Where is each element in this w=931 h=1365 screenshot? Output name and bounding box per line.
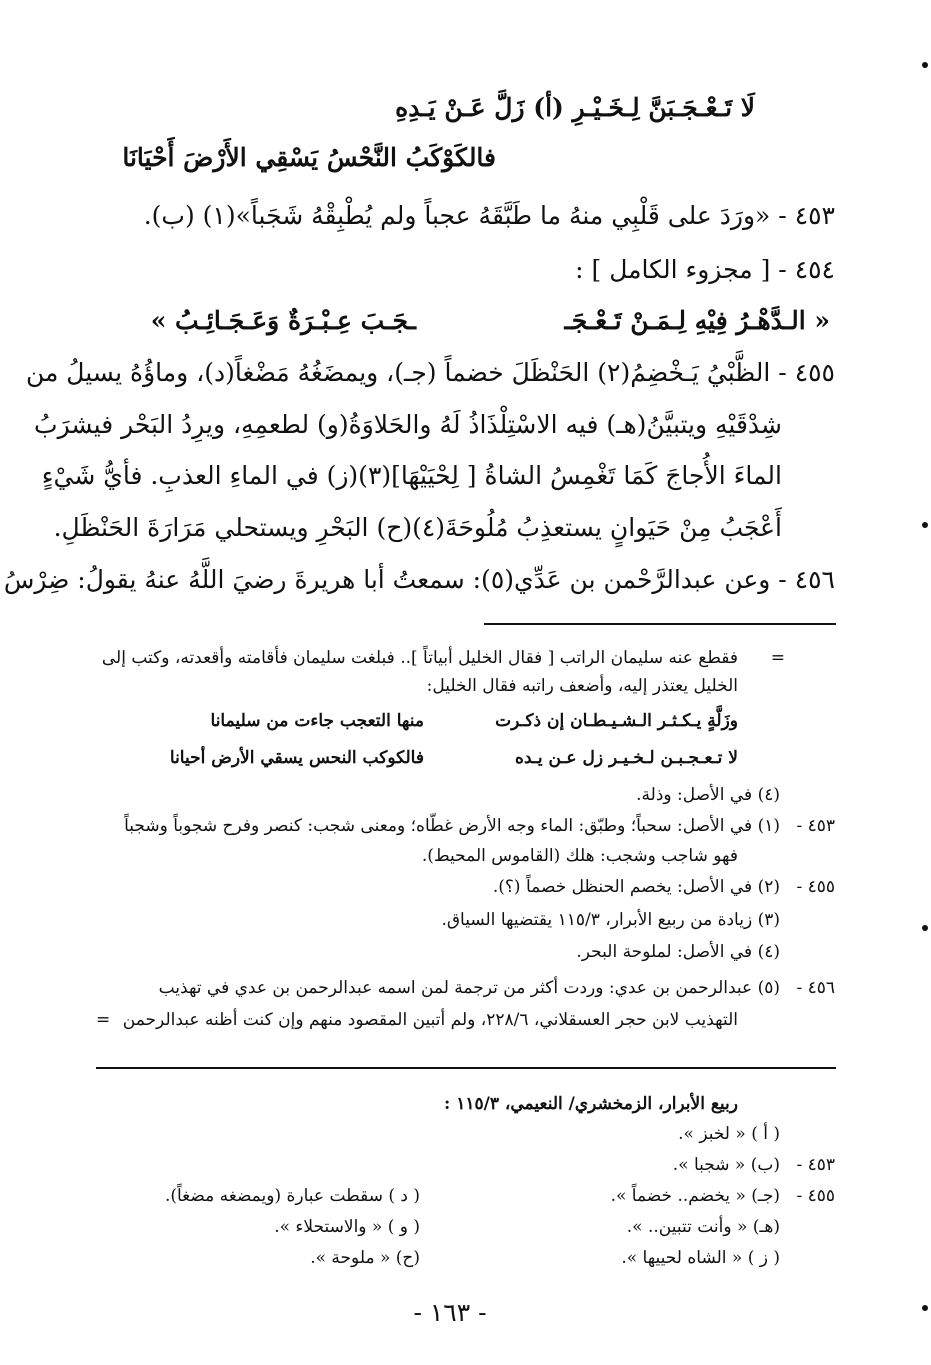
scan-mark <box>922 62 928 68</box>
entry-text: «ورَدَ على قَلْبِي منهُ ما طَبَّقَهُ عجباً ولم يُطْبِقْهُ شَجَباً»(١) (ب). <box>143 201 771 230</box>
variant-d: ( د ) سقطت عبارة (ويمضغه مضغاً). <box>164 1186 420 1206</box>
entry-number: ٤٥٦ - <box>778 565 835 594</box>
footnote-group-number: ٤٥٦ - <box>796 978 835 998</box>
continuation-marker: = <box>96 1010 111 1030</box>
entry-455-line-4: أَعْجَبُ مِنْ حَيَوانٍ يستعذِبُ مُلُوحَةَ(٤)(ح) البَحْرِ ويستحلي مَرَارَةَ الحَنْظَلِ. <box>53 513 782 542</box>
poem-verse-1: لَا تَـعْـجَـبَنَّ لِـخَـيْـرِ (أ) زَلَّ عَـنْ يَـدِهِ <box>395 93 755 122</box>
footnote-group-number: ٤٥٣ - <box>796 816 835 836</box>
footnote-4: (٤) في الأصل: وذلة. <box>636 785 780 805</box>
entry-text: الظَّبْيُ يَـخْضِمُ(٢) الحَنْظَلَ خضماً (جـ)، ويمضَغُهُ مَضْغاً(د)، وماؤُهُ يسيلُ من <box>25 358 771 387</box>
entry-455-line-3: الماءَ الأُجاجَ كَمَا تَغْمِسُ الشاةُ [ لِحْيَيْهَا](٣)(ز) في الماءِ العذبِ. فأيُّ شَيْءٍ <box>41 461 782 490</box>
footnote-456-line-1: (٥) عبدالرحمن بن عدي: وردت أكثر من ترجمة لمن اسمه عبدالرحمن بن عدي في تهذيب <box>158 978 780 998</box>
variant-j: (جـ) « يخضم.. خضماً ». <box>610 1186 780 1206</box>
scan-mark <box>922 1305 928 1311</box>
variant-w: ( و ) « والاستحلاء ». <box>274 1217 420 1237</box>
variant-b: (ب) « شجبا ». <box>672 1155 780 1175</box>
entry-455-line-2: شِدْقَيْهِ ويتبيَّنُ(هـ) فيه الاسْتِلْذَاذُ لَهُ والحَلاوَةُ(و) لطعمِهِ، ويرِدُ البَحْر فيشرَبُ <box>34 410 782 439</box>
footnote-cont-line-2: الخليل يعتذر إليه، وأضعف راتبه فقال الخليل: <box>426 676 738 696</box>
entry-text: وعن عبدالرَّحْمن بن عَدِّي(٥): سمعتُ أبا هريرةَ رضيَ اللَّهُ عنهُ يقولُ: ضِرْسُ <box>3 565 771 594</box>
variant-h: (هـ) « وأنت تتبين.. ». <box>626 1217 780 1237</box>
footnote-separator <box>484 623 836 625</box>
entry-number: ٤٥٤ - <box>778 255 835 284</box>
sources-separator <box>96 1067 836 1069</box>
variant-group-number: ٤٥٣ - <box>796 1155 835 1175</box>
variant-a: ( أ ) « لخبز ». <box>678 1124 780 1144</box>
entry-text: [ مجزوء الكامل ] : <box>575 255 771 284</box>
footnote-455-3: (٣) زيادة من ربيع الأبرار، ١١٥/٣ يقتضيها السياق. <box>441 910 780 930</box>
verse-454-hemistich-2: ـجَـبَ عِـبْـرَةٌ وَعَـجَـائِـبُ » <box>150 306 416 335</box>
page-number: - ١٦٣ - <box>413 1298 487 1327</box>
footnote-453-line-2: فهو شاجب وشجب: هلك (القاموس المحيط). <box>421 846 738 866</box>
footnote-456-line-2: التهذيب لابن حجر العسقلاني، ٢٢٨/٦، ولم أتبين المقصود منهم وإن كنت أظنه عبدالرحمن <box>122 1010 738 1030</box>
footnote-cont-line-1: فقطع عنه سليمان الراتب [ فقال الخليل أبياتاً ].. فبلغت سليمان فأقامته وأقعدته، وكتب إلى <box>101 648 738 668</box>
entry-453 <box>143 201 835 230</box>
footnote-verse-1a: وزَلَّةٍ يـكـثـر الـشـيـطـان إن ذكـرت <box>495 711 738 731</box>
variant-z: ( ز ) « الشاه لحييها ». <box>621 1248 780 1268</box>
footnote-verse-2b: فالكوكب النحس يسقي الأرض أحيانا <box>169 748 424 768</box>
footnote-455-2: (٢) في الأصل: يخصم الحنظل خصماً (؟). <box>492 877 780 897</box>
scan-mark <box>922 925 928 931</box>
entry-number: ٤٥٥ - <box>778 358 835 387</box>
variant-ha: (ح) « ملوحة ». <box>310 1248 420 1268</box>
variant-group-number: ٤٥٥ - <box>796 1186 835 1206</box>
sources-heading: ربيع الأبرار، الزمخشري/ النعيمي، ١١٥/٣ : <box>444 1094 738 1114</box>
scan-mark <box>922 522 928 528</box>
footnote-verse-2a: لا تـعـجـبـن لـخـيـر زل عـن يـده <box>515 748 738 768</box>
footnote-455-4: (٤) في الأصل: لملوحة البحر. <box>576 942 780 962</box>
footnote-group-number: ٤٥٥ - <box>796 877 835 897</box>
entry-454 <box>575 255 835 284</box>
entry-number: ٤٥٣ - <box>778 201 835 230</box>
entry-455-line-1 <box>25 358 835 387</box>
entry-456 <box>3 565 835 594</box>
verse-454-hemistich-1: « الـدَّهْـرُ فِيْهِ لِـمَـنْ تَـعْـجَـ <box>564 306 830 335</box>
poem-verse-2: فالكَوْكَبُ النَّحْسُ يَسْقِي الأَرْضَ أَحْيَانَا <box>122 143 496 172</box>
footnote-453-line-1: (١) في الأصل: سحباً؛ وطبّق: الماء وجه الأرض غطّاه؛ ومعنى شجب: كنصر وفرح شجوباً وشجباً <box>124 816 780 836</box>
footnote-verse-1b: منها التعجب جاءت من سليمانا <box>210 711 424 731</box>
continuation-marker: = <box>770 648 785 668</box>
